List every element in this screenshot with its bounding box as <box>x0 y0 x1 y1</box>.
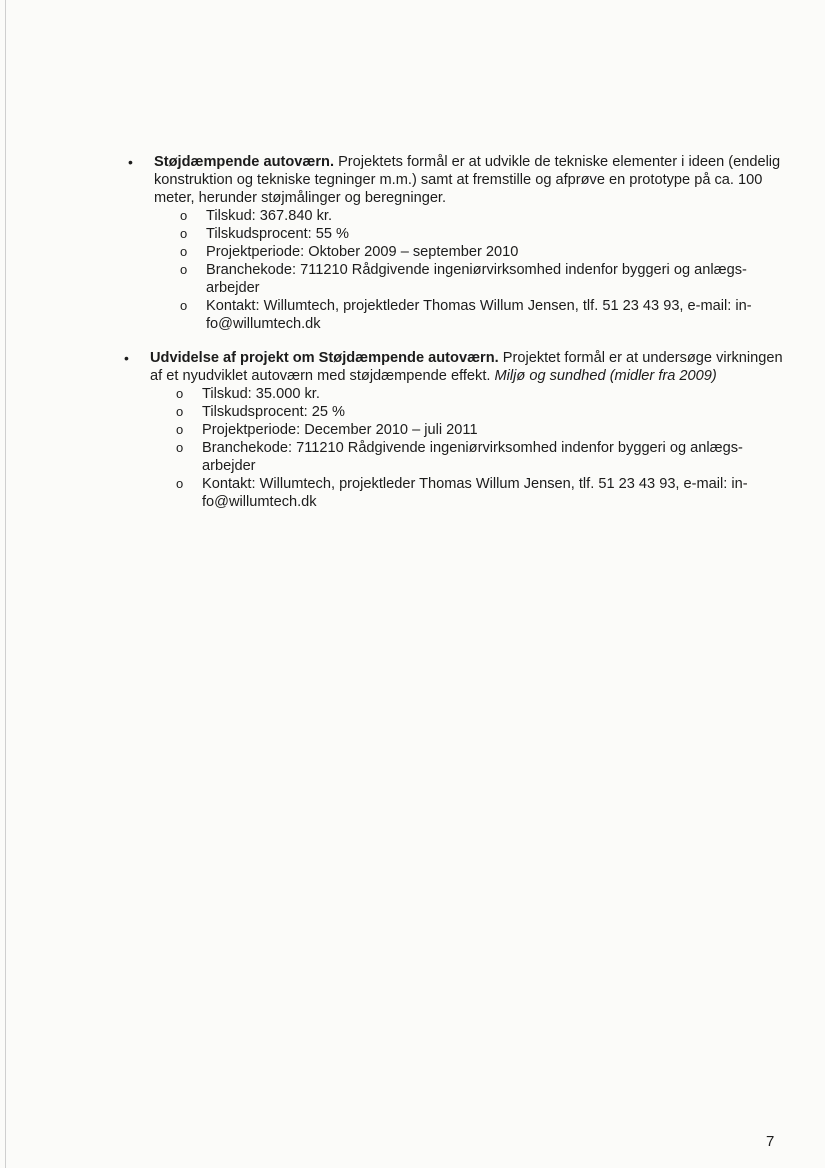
detail-text: Kontakt: Willumtech, projektleder Thomas Willum Jensen, tlf. 51 23 43 93, e-mail: in-fo@willumtech.dk <box>206 298 752 332</box>
circle-bullet-icon: o <box>176 476 184 491</box>
circle-bullet-icon: o <box>180 226 188 241</box>
project-funding-note: Miljø og sundhed (midler fra 2009) <box>494 368 717 384</box>
detail-text: Projektperiode: Oktober 2009 – september 2010 <box>206 244 519 260</box>
detail-item <box>176 421 788 439</box>
project-text-2: Projektet formål er at undersøge virkningen af et nyudviklet autoværn med støjdæmpende effekt. <box>150 350 783 384</box>
project-title-2: Udvidelse af projekt om Støjdæmpende autoværn. <box>150 350 499 366</box>
circle-bullet-icon: o <box>176 422 184 437</box>
detail-item <box>176 439 788 475</box>
project-title-1: Støjdæmpende autoværn. <box>154 154 335 170</box>
detail-item <box>180 261 788 297</box>
project-heading-1 <box>128 153 788 207</box>
circle-bullet-icon: o <box>176 404 184 419</box>
detail-item <box>176 403 788 421</box>
bullet-icon: • <box>128 154 133 170</box>
detail-item <box>180 207 788 225</box>
detail-item <box>176 385 788 403</box>
project-details-2 <box>176 385 788 511</box>
detail-item <box>180 243 788 261</box>
project-heading-2 <box>124 349 788 385</box>
page-number: 7 <box>766 1133 775 1150</box>
detail-text: Tilskudsprocent: 55 % <box>206 226 350 242</box>
project-text-1: Projektets formål er at udvikle de tekniske elementer i ideen (endelig konstruktion og tekniske tegninger m.m.) samt at fremstille og afprøve en prototype på ca. 100 meter, herunder støjmålinger og beregninger. <box>154 154 781 206</box>
project-entry-1 <box>128 153 788 333</box>
project-details-1 <box>180 207 788 333</box>
project-description-1 <box>154 153 788 207</box>
circle-bullet-icon: o <box>180 298 188 313</box>
circle-bullet-icon: o <box>180 208 188 223</box>
detail-item <box>180 225 788 243</box>
circle-bullet-icon: o <box>180 262 188 277</box>
detail-text: Tilskud: 35.000 kr. <box>202 386 320 402</box>
detail-text: Branchekode: 711210 Rådgivende ingeniørvirksomhed indenfor byggeri og anlægs-arbejder <box>206 262 747 296</box>
detail-text: Branchekode: 711210 Rådgivende ingeniørvirksomhed indenfor byggeri og anlægs-arbejder <box>202 440 743 474</box>
circle-bullet-icon: o <box>176 386 184 401</box>
detail-text: Tilskud: 367.840 kr. <box>206 208 333 224</box>
project-entry-2 <box>124 349 788 511</box>
detail-text: Projektperiode: December 2010 – juli 2011 <box>202 422 478 438</box>
circle-bullet-icon: o <box>176 440 184 455</box>
page-edge-line <box>5 0 6 1168</box>
detail-text: Tilskudsprocent: 25 % <box>202 404 346 420</box>
detail-item <box>176 475 788 511</box>
circle-bullet-icon: o <box>180 244 188 259</box>
bullet-icon: • <box>124 350 129 366</box>
project-description-2 <box>150 349 788 385</box>
detail-text: Kontakt: Willumtech, projektleder Thomas Willum Jensen, tlf. 51 23 43 93, e-mail: in-fo@willumtech.dk <box>202 476 748 510</box>
detail-item <box>180 297 788 333</box>
